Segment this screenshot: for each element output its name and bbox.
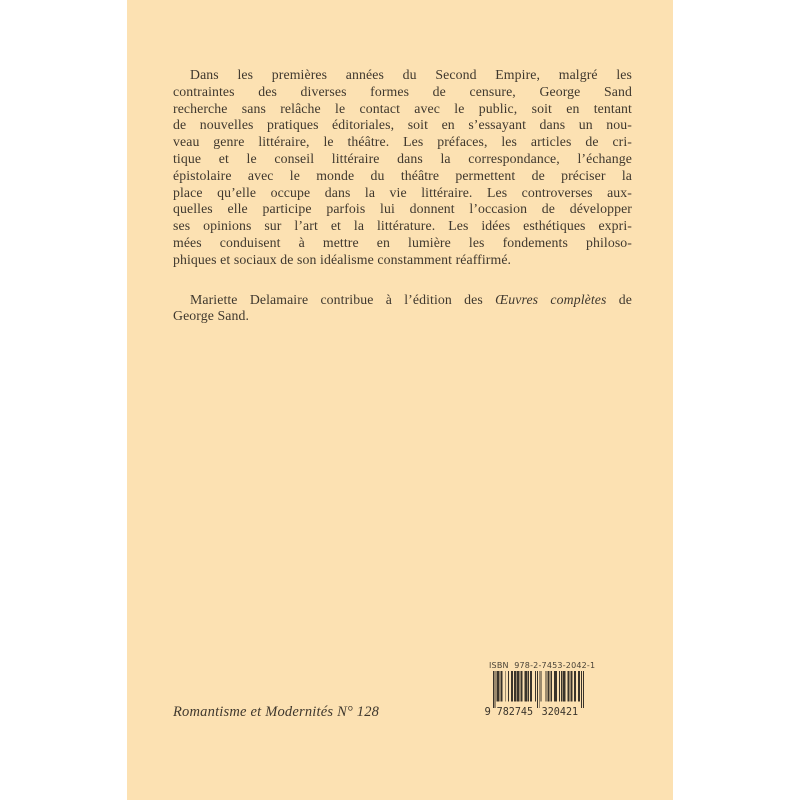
blurb-line xyxy=(173,292,632,309)
barcode-bar xyxy=(547,671,549,702)
blurb-line: George Sand. xyxy=(173,308,250,324)
blurb-line: contraintes des diverses formes de censure, George Sand xyxy=(173,83,632,99)
barcode-digits: 9 xyxy=(484,706,491,717)
barcode-bar xyxy=(550,671,552,702)
barcode-bar xyxy=(493,671,494,708)
barcode-bar xyxy=(524,671,527,702)
blurb-line: recherche sans relâche le contact avec le public, soit en tentant xyxy=(173,100,632,116)
barcode-bar xyxy=(530,671,532,702)
text-run: Mariette Delamaire contribue à l’édition des xyxy=(190,291,496,307)
barcode-bar xyxy=(497,671,500,702)
barcode-bar xyxy=(528,671,529,702)
paragraph xyxy=(173,67,632,269)
blurb-line: phiques et sociaux de son idéalisme constamment réaffirmé. xyxy=(173,251,512,267)
ean13-barcode-icon xyxy=(481,671,587,717)
blurb-line: épistolaire avec le monde du théâtre permettent de préciser la xyxy=(173,167,632,183)
barcode-bar xyxy=(495,671,496,708)
barcode-bar xyxy=(568,671,570,702)
blurb-line: de nouvelles pratiques éditoriales, soit en s’essayant dans un nou- xyxy=(173,117,632,133)
barcode-block xyxy=(481,661,596,717)
barcode-bar xyxy=(514,671,516,702)
isbn-label: ISBN 978-2-7453-2042-1 xyxy=(489,661,596,670)
barcode-bar xyxy=(546,671,547,702)
barcode-bar xyxy=(554,671,557,702)
barcode-bar xyxy=(574,671,576,702)
barcode-bar xyxy=(561,671,562,702)
barcode-bar xyxy=(581,671,582,708)
back-cover-blurb xyxy=(173,67,632,325)
barcode-bar xyxy=(517,671,520,702)
barcode-bar xyxy=(500,671,502,702)
series-title: Romantisme et Modernités N° 128 xyxy=(173,704,380,720)
blurb-line: place qu’elle occupe dans la vie littéraire. Les controverses aux- xyxy=(173,184,632,200)
barcode-bar xyxy=(583,671,584,708)
barcode-bar xyxy=(539,671,540,708)
barcode-bar xyxy=(541,671,542,702)
barcode-digits: 782745 xyxy=(496,706,534,717)
blurb-line: veau genre littéraire, le théâtre. Les préfaces, les articles de cri- xyxy=(173,134,632,150)
barcode-bar xyxy=(563,671,566,702)
barcode-digits: 320421 xyxy=(541,706,579,717)
barcode-bar xyxy=(508,671,509,702)
italic-run: Œuvres complètes xyxy=(495,291,607,307)
blurb-line: tique et le conseil littéraire dans la correspondance, l’échange xyxy=(173,150,632,166)
blurb-line: ses opinions sur l’art et la littérature. Les idées esthétiques expri- xyxy=(173,218,632,234)
blurb-line: quelles elle participe parfois lui donnent l’occasion de développer xyxy=(173,201,632,217)
barcode-bar xyxy=(537,671,538,708)
paragraph xyxy=(173,292,632,326)
book-back-cover xyxy=(127,0,673,800)
barcode-bar xyxy=(521,671,523,702)
blurb-line: Dans les premières années du Second Empire, malgré les xyxy=(190,67,632,82)
barcode-bar xyxy=(511,671,513,702)
barcode-bar xyxy=(570,671,572,702)
barcode-bar xyxy=(559,671,560,702)
barcode-bar xyxy=(505,671,506,702)
barcode-bar xyxy=(535,671,536,702)
barcode-bar xyxy=(578,671,580,702)
text-run: de xyxy=(606,291,632,307)
blurb-line: mées conduisent à mettre en lumière les fondements philoso- xyxy=(173,234,632,250)
